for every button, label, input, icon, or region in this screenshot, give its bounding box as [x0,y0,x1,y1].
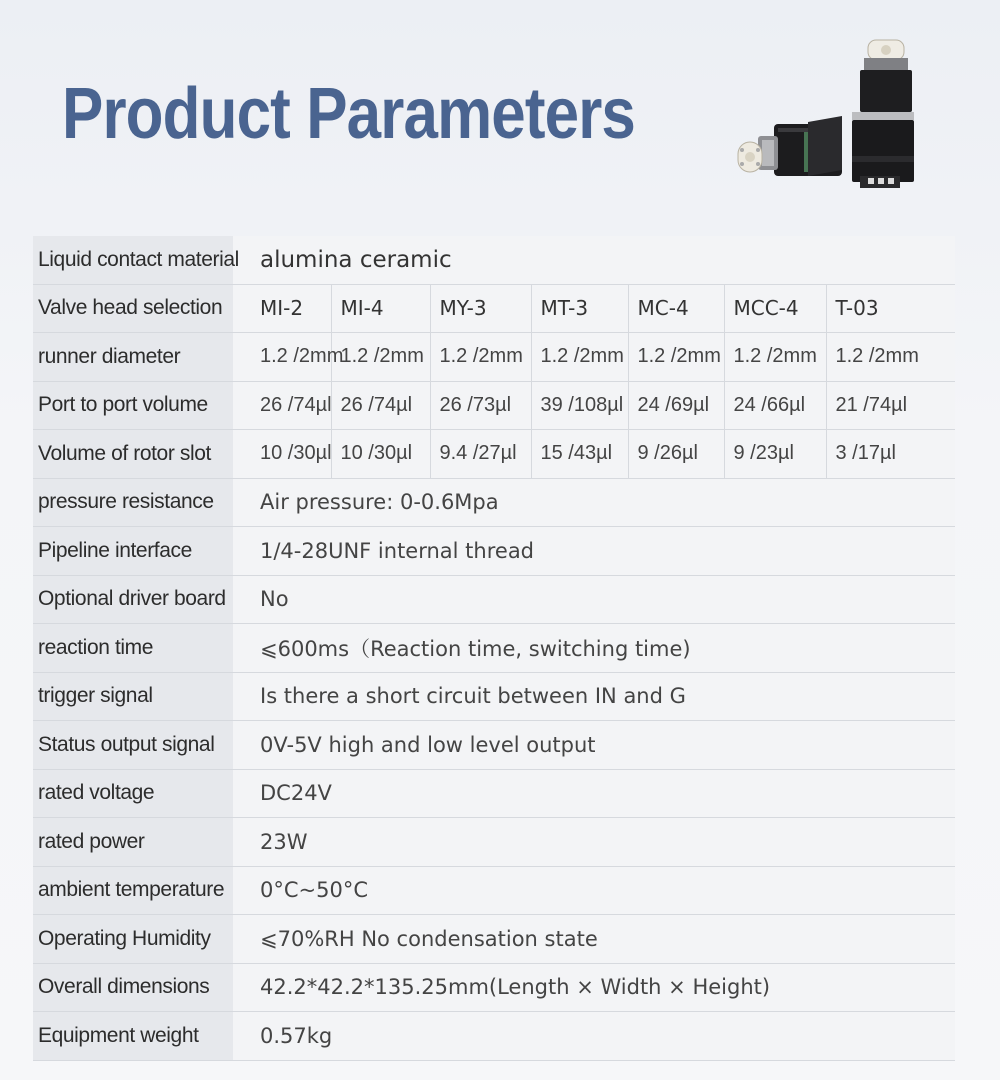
valve-model-cell: MCC-4 [724,284,826,333]
spec-row-port-to-port-volume [33,381,955,430]
spec-label: Status output signal [33,721,233,770]
spec-cell: 3 /17µl [826,430,955,479]
spec-row-ambient-temperature [33,866,955,915]
spec-cell: 26 /74µl [331,381,430,430]
spec-value: 0°C~50°C [233,866,955,915]
spec-row-rated-power [33,818,955,867]
spec-cell: 1.2 /2mm [430,333,531,382]
spec-label: reaction time [33,624,233,673]
valve-model-cell: MY-3 [430,284,531,333]
spec-cell: 1.2 /2mm [826,333,955,382]
spec-value: 23W [233,818,955,867]
spec-cell: 10 /30µl [331,430,430,479]
spec-row-optional-driver-board [33,575,955,624]
spec-value: No [233,575,955,624]
spec-label: trigger signal [33,672,233,721]
spec-row-status-output-signal [33,721,955,770]
spec-label: Optional driver board [33,575,233,624]
spec-label: Overall dimensions [33,963,233,1012]
valve-model-cell: MC-4 [628,284,724,333]
horizontal-motor-illustration [738,116,842,176]
spec-cell: 1.2 /2mm [233,333,331,382]
motor-valve-product-image [728,36,928,198]
spec-cell: 39 /108µl [531,381,628,430]
spec-cell: 9.4 /27µl [430,430,531,479]
spec-row-reaction-time [33,624,955,673]
spec-row-rotor-slot-volume [33,430,955,479]
spec-label: rated power [33,818,233,867]
spec-row-liquid-contact-material [33,236,955,284]
spec-cell: 9 /23µl [724,430,826,479]
spec-cell: 10 /30µl [233,430,331,479]
spec-label: runner diameter [33,333,233,382]
spec-label: Equipment weight [33,1012,233,1061]
spec-value: DC24V [233,769,955,818]
spec-value: ⩽70%RH No condensation state [233,915,955,964]
spec-cell: 1.2 /2mm [331,333,430,382]
spec-value: Is there a short circuit between IN and G [233,672,955,721]
spec-row-runner-diameter [33,333,955,382]
specifications-table [33,236,955,1061]
spec-cell: 21 /74µl [826,381,955,430]
spec-row-overall-dimensions [33,963,955,1012]
spec-value: alumina ceramic [233,236,955,284]
spec-cell: 1.2 /2mm [628,333,724,382]
spec-row-rated-voltage [33,769,955,818]
spec-value: Air pressure: 0-0.6Mpa [233,478,955,527]
spec-label: Valve head selection [33,284,233,333]
spec-label: Port to port volume [33,381,233,430]
spec-label: Operating Humidity [33,915,233,964]
spec-row-pressure-resistance [33,478,955,527]
spec-label: Pipeline interface [33,527,233,576]
spec-cell: 26 /73µl [430,381,531,430]
spec-row-equipment-weight [33,1012,955,1061]
spec-cell: 24 /69µl [628,381,724,430]
spec-cell: 26 /74µl [233,381,331,430]
spec-row-pipeline-interface [33,527,955,576]
spec-value: 0.57kg [233,1012,955,1061]
spec-value: 1/4-28UNF internal thread [233,527,955,576]
valve-model-cell: T-03 [826,284,955,333]
spec-label: Volume of rotor slot [33,430,233,479]
spec-label: Liquid contact material [33,236,233,284]
spec-row-valve-head-selection [33,284,955,333]
vertical-motor-illustration [852,40,914,188]
spec-value: ⩽600ms（Reaction time, switching time) [233,624,955,673]
spec-label: ambient temperature [33,866,233,915]
spec-row-trigger-signal [33,672,955,721]
spec-cell: 15 /43µl [531,430,628,479]
spec-label: pressure resistance [33,478,233,527]
spec-cell: 1.2 /2mm [724,333,826,382]
spec-row-operating-humidity [33,915,955,964]
valve-model-cell: MT-3 [531,284,628,333]
spec-cell: 1.2 /2mm [531,333,628,382]
spec-value: 42.2*42.2*135.25mm(Length × Width × Height) [233,963,955,1012]
valve-model-cell: MI-2 [233,284,331,333]
spec-cell: 9 /26µl [628,430,724,479]
spec-cell: 24 /66µl [724,381,826,430]
spec-value: 0V-5V high and low level output [233,721,955,770]
spec-label: rated voltage [33,769,233,818]
valve-model-cell: MI-4 [331,284,430,333]
page-title: Product Parameters [62,74,636,154]
